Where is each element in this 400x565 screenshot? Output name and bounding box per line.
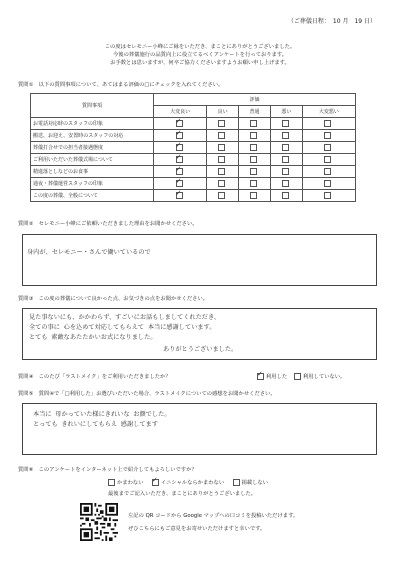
qr-code-icon[interactable] [80, 503, 118, 541]
rating-cell[interactable] [302, 118, 355, 130]
checkbox-icon [250, 120, 257, 127]
col-header: 良い [207, 106, 239, 118]
q6-title: 質問⑥ このアンケートをインターネット上で紹介してもよろしいですか？ [18, 467, 197, 473]
checkbox-icon [282, 132, 289, 139]
rating-cell[interactable] [270, 190, 302, 202]
rating-cell[interactable] [270, 166, 302, 178]
checkbox-checked-icon [152, 479, 159, 486]
checkbox-icon [282, 120, 289, 127]
rating-cell[interactable] [302, 130, 355, 142]
q4-option-used[interactable]: ✓ 利用した [257, 374, 287, 380]
q3-answer-line: 見た事ないにも、かかわらず、すごいにお話もしましてくれただき、 [29, 314, 221, 321]
q5-title: 質問⑤ 質問④で「□利用した」お選びいただいた場合、ラストメイクについての感想をお聞かせください。 [18, 391, 276, 397]
table-row [31, 130, 356, 142]
q3-answer-line: 全ての事に 心を込めて対応してもらえて 本当に感謝しています。 [29, 324, 216, 331]
table-row [31, 142, 356, 154]
rating-cell[interactable] [239, 166, 271, 178]
checkbox-icon [218, 144, 225, 151]
checkbox-icon [218, 192, 225, 199]
rating-cell[interactable] [270, 142, 302, 154]
question-item-label: 通夜・葬儀運営スタッフの印象 [31, 178, 154, 190]
intro-line: お手数とは思いますが、何卒ご協力くださいますようお願い申し上げます。 [110, 60, 290, 66]
rating-cell[interactable] [239, 142, 271, 154]
rating-cell[interactable] [302, 190, 355, 202]
checkbox-icon [294, 373, 301, 380]
col-header: 大変良い [154, 106, 207, 118]
checkbox-icon [324, 120, 331, 127]
evaluation-table [30, 93, 356, 202]
q3-title: 質問③ この度の葬儀について良かった点、お気づきの点をお聞かせください。 [18, 296, 209, 302]
checkbox-checked-icon [176, 156, 183, 163]
q6-option-no[interactable]: 掲載しない [233, 480, 269, 486]
table-row [31, 178, 356, 190]
checkbox-icon [250, 144, 257, 151]
col-header: 普通 [239, 106, 271, 118]
question-item-label: 搬送、お迎え、安置時のスタッフの対応 [31, 130, 154, 142]
checkbox-icon [324, 144, 331, 151]
checkbox-icon [324, 192, 331, 199]
rating-cell[interactable] [302, 178, 355, 190]
checkbox-icon [324, 168, 331, 175]
footer-line1: 左記の QR コードから Google マップへの口コミを投稿いただけます。 [128, 513, 299, 519]
intro-text [0, 43, 400, 67]
q5-answer-box[interactable] [22, 403, 377, 455]
q3-answer-line: ありがとうございました。 [163, 346, 238, 353]
q4-options [257, 372, 345, 380]
rating-cell[interactable] [302, 166, 355, 178]
rating-cell[interactable] [154, 190, 207, 202]
q6-options [108, 478, 268, 486]
rating-cell[interactable] [270, 178, 302, 190]
checkbox-checked-icon [176, 180, 183, 187]
checkbox-icon [282, 168, 289, 175]
checkbox-checked-icon [176, 192, 183, 199]
q1-title: 質問① 以下の質問事項について、あてはまる評価の□にチェックを入れてください。 [18, 82, 224, 88]
checkbox-icon [218, 168, 225, 175]
checkbox-icon [233, 479, 240, 486]
rating-cell[interactable] [239, 190, 271, 202]
rating-cell[interactable] [302, 142, 355, 154]
checkbox-checked-icon [176, 120, 183, 127]
checkbox-icon [282, 156, 289, 163]
rating-cell[interactable] [207, 154, 239, 166]
rating-cell[interactable] [154, 142, 207, 154]
rating-cell[interactable] [302, 154, 355, 166]
rating-cell[interactable] [154, 178, 207, 190]
checkbox-icon [250, 156, 257, 163]
rating-cell[interactable] [154, 166, 207, 178]
rating-cell[interactable] [270, 154, 302, 166]
table-row [31, 166, 356, 178]
checkbox-icon [108, 479, 115, 486]
rating-cell[interactable] [207, 166, 239, 178]
question-item-label: 葬儀打合せでの担当者接遇態度 [31, 142, 154, 154]
checkbox-icon [218, 132, 225, 139]
intro-line: この度はセレモニー小峰にご縁をいただき、まことにありがとうございました。 [104, 44, 296, 50]
question-item-label: ご利用いただいた葬儀式場について [31, 154, 154, 166]
rating-cell[interactable] [239, 154, 271, 166]
q5-answer-line: とっても きれいにしてもらえ 感謝してます [33, 421, 158, 428]
q3-answer-line: とても 素敵なあたたかいお式になりました。 [29, 334, 157, 341]
checkbox-icon [218, 120, 225, 127]
closing-text: 最後までご記入いただき、まことにありがとうございました。 [108, 491, 257, 497]
intro-line: 今後の葬儀施行の品質向上に役立てるべくアンケートを行っております。 [112, 52, 288, 58]
q3-answer-box[interactable] [22, 308, 377, 360]
rating-cell[interactable] [207, 130, 239, 142]
col-header: 大変悪い [302, 106, 355, 118]
header-eval: 評価 [154, 94, 356, 106]
checkbox-icon [324, 132, 331, 139]
question-item-label: この度の葬儀、全般について [31, 190, 154, 202]
q2-answer: 身内が、セレモニー・さんで働いているので [27, 249, 151, 256]
ceremony-date: （ご葬儀日程： 10 月 19 日） [287, 18, 376, 25]
rating-cell[interactable] [239, 130, 271, 142]
checkbox-checked-icon [176, 132, 183, 139]
q6-option-ok[interactable]: かまわない [108, 480, 144, 486]
checkbox-icon [218, 180, 225, 187]
question-item-label: 精進落としなどのお食事 [31, 166, 154, 178]
checkbox-icon [250, 168, 257, 175]
checkbox-icon [250, 192, 257, 199]
table-row [31, 190, 356, 202]
rating-cell[interactable] [239, 118, 271, 130]
rating-cell[interactable] [154, 154, 207, 166]
rating-cell[interactable] [239, 178, 271, 190]
q2-answer-box[interactable] [22, 234, 377, 286]
rating-cell[interactable] [207, 118, 239, 130]
table-row [31, 118, 356, 130]
table-row [31, 154, 356, 166]
checkbox-icon [282, 144, 289, 151]
rating-cell[interactable] [154, 118, 207, 130]
checkbox-icon [250, 132, 257, 139]
q5-answer-line: 本当に 母かっていた様にきれいな お顔でした。 [33, 411, 171, 418]
rating-cell[interactable] [270, 130, 302, 142]
question-item-label: お電話対応時のスタッフの印象 [31, 118, 154, 130]
col-header: 悪い [270, 106, 302, 118]
checkbox-icon [250, 180, 257, 187]
rating-cell[interactable] [270, 118, 302, 130]
q2-title: 質問② セレモニー小峰にご依頼いただきました理由をお聞かせください。 [18, 221, 198, 227]
checkbox-icon [324, 180, 331, 187]
q4-title: 質問④ このたび「ラストメイク」をご利用いただきましたか？ [18, 374, 171, 380]
checkbox-icon [282, 192, 289, 199]
checkbox-checked-icon [176, 144, 183, 151]
rating-cell[interactable] [207, 142, 239, 154]
footer-line2: ぜひこちらにもご意見をお寄せいただけますと幸いです。 [128, 526, 266, 532]
rating-cell[interactable] [207, 178, 239, 190]
checkbox-icon [218, 156, 225, 163]
rating-cell[interactable] [154, 130, 207, 142]
checkbox-icon [324, 156, 331, 163]
header-item: 質問事項 [31, 94, 154, 118]
checkbox-checked-icon [257, 373, 264, 380]
checkbox-checked-icon [176, 168, 183, 175]
rating-cell[interactable] [207, 190, 239, 202]
q4-option-not-used[interactable]: 利用していない。 [294, 374, 345, 380]
checkbox-icon [282, 180, 289, 187]
q6-option-initials[interactable]: ✓ イニシャルならかまわない [152, 480, 224, 486]
